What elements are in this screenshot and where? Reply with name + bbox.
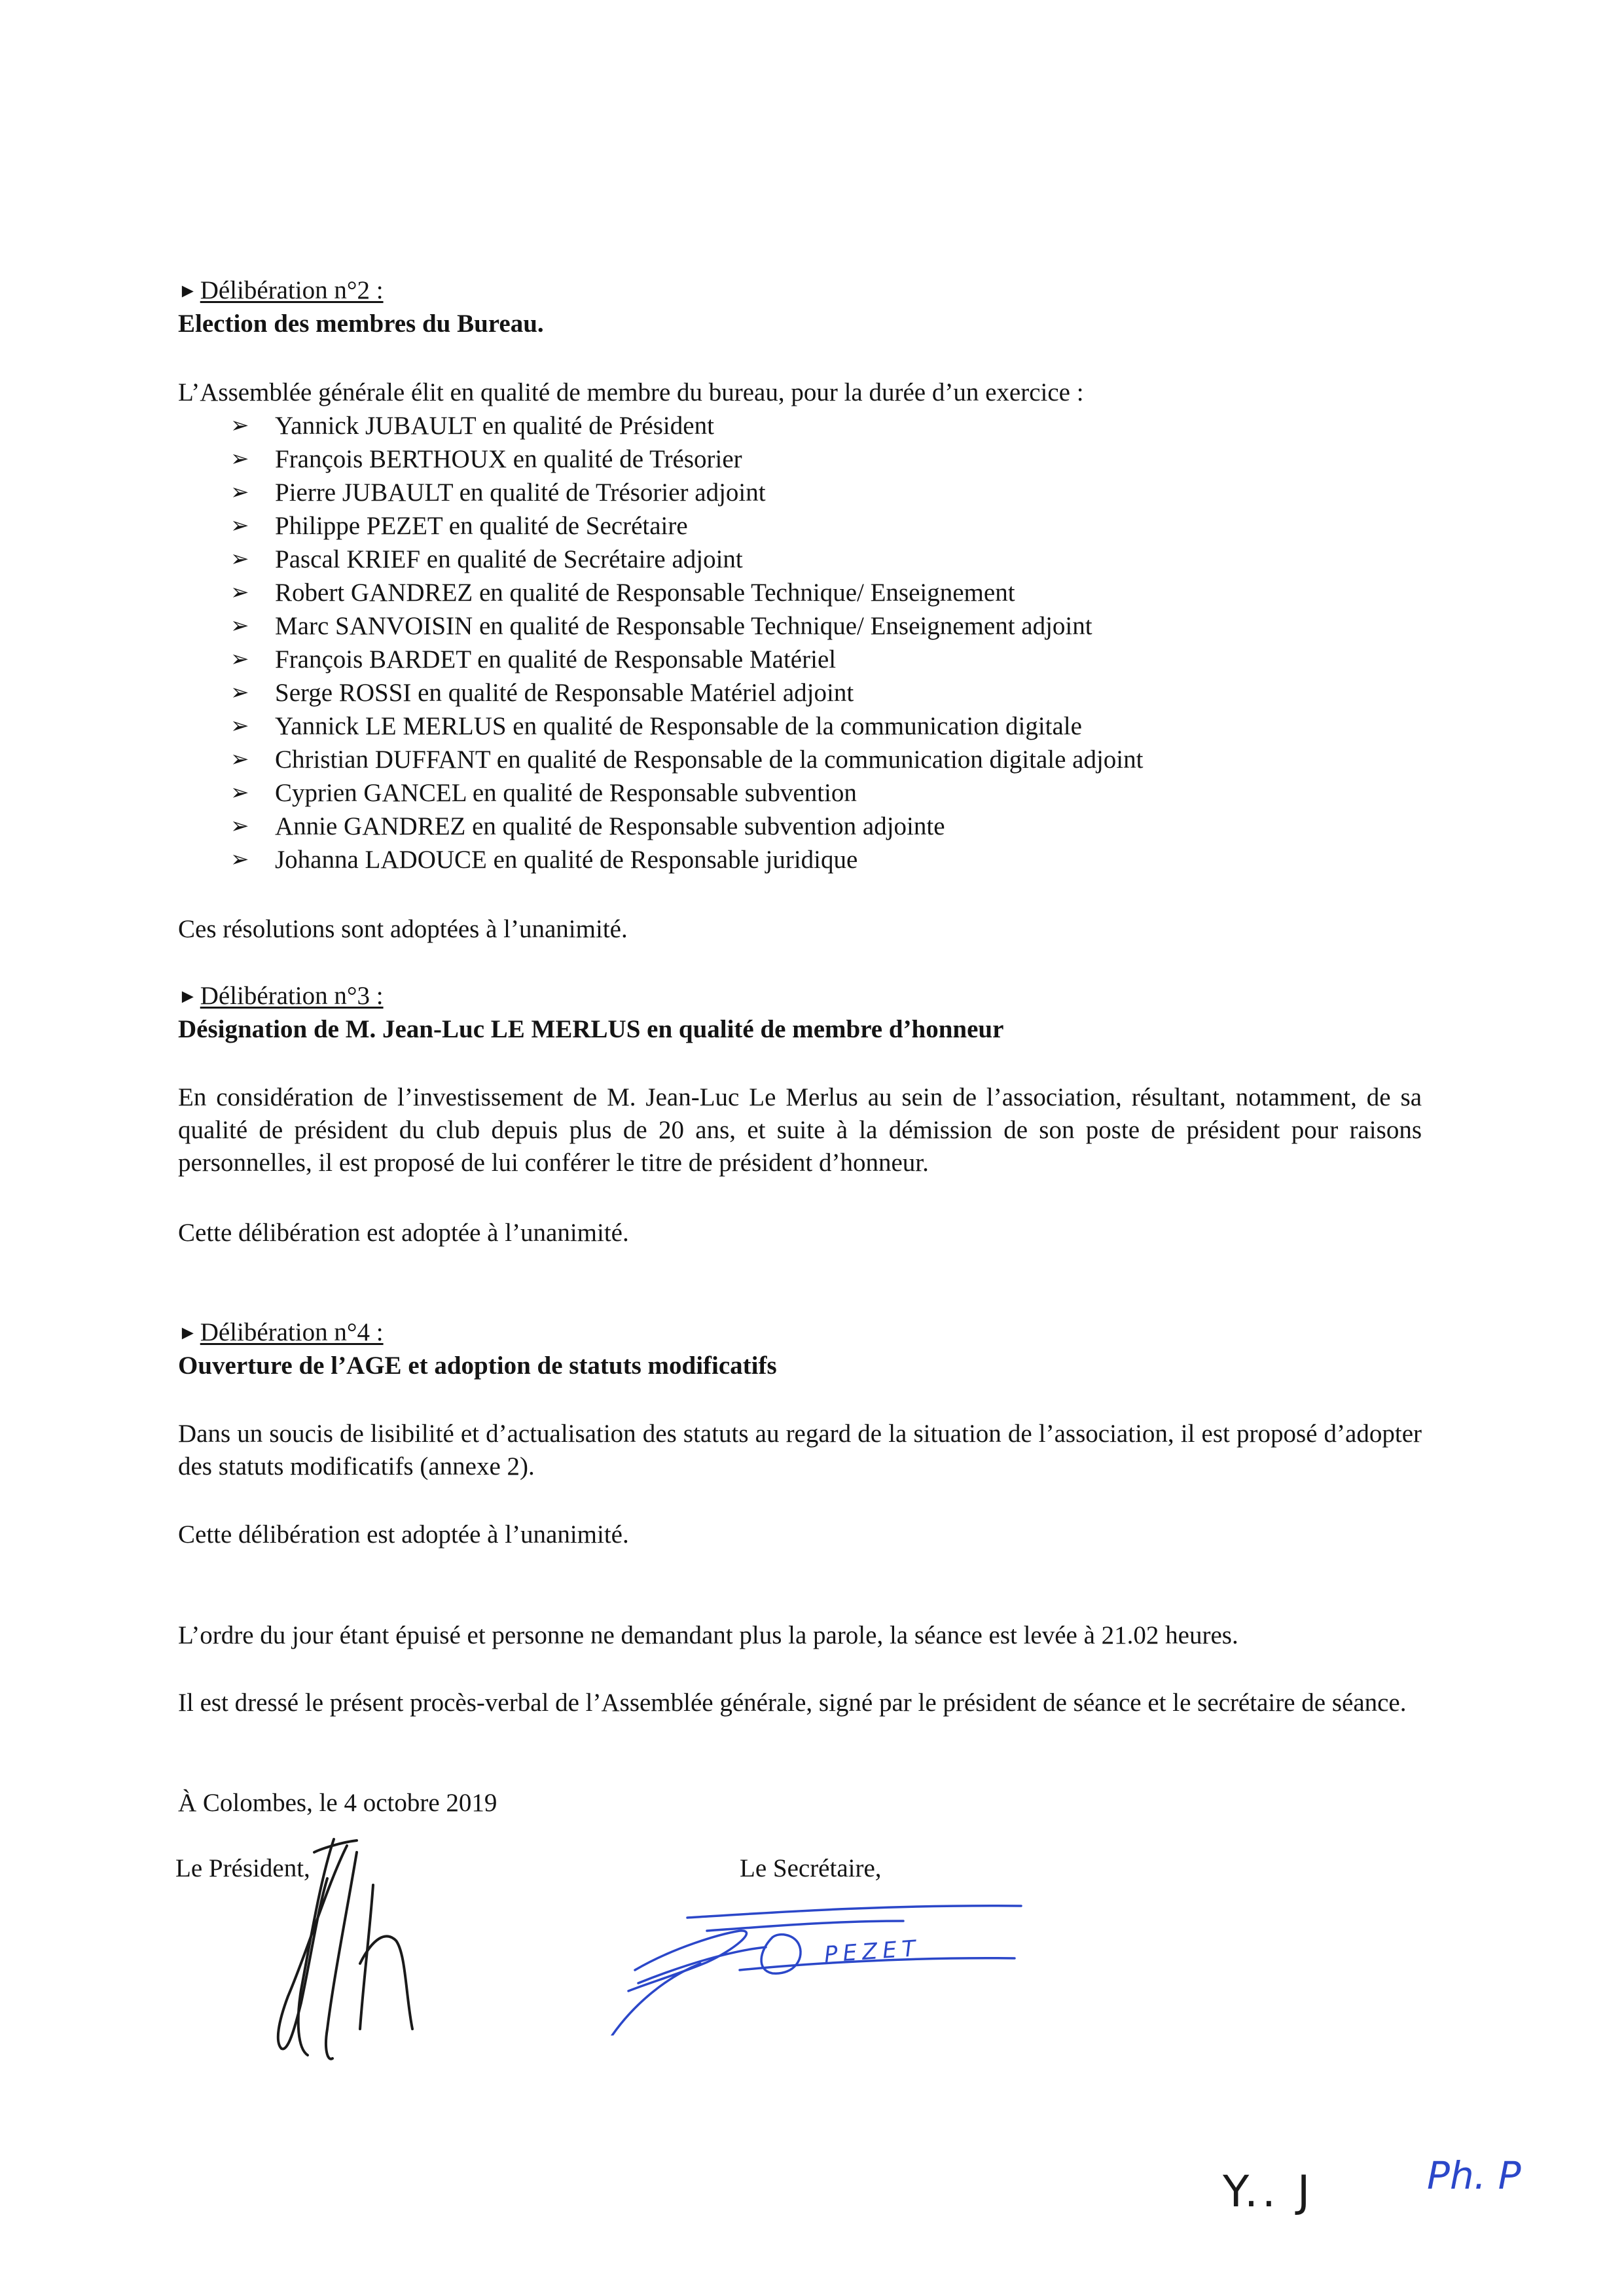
president-label: Le Président,	[175, 1854, 310, 1882]
bureau-member-text: François BERTHOUX en qualité de Trésorier	[275, 445, 742, 473]
deliberation-3-heading	[178, 980, 384, 1013]
deliberation-2-intro: L’Assemblée générale élit en qualité de membre du bureau, pour la durée d’un exercice :	[178, 378, 1084, 406]
arrow-bullet-icon: ➢	[230, 414, 249, 438]
initials-right: Ph. P	[1427, 2153, 1521, 2198]
bureau-member-text: Cyprien GANCEL en qualité de Responsable subvention	[275, 779, 857, 807]
arrow-bullet-icon: ➢	[230, 614, 249, 638]
arrow-bullet-icon: ➢	[230, 581, 249, 605]
arrow-bullet-icon: ➢	[230, 547, 249, 571]
deliberation-2-label: Délibération n°2 :	[200, 276, 384, 304]
bureau-member-text: Pierre JUBAULT en qualité de Trésorier adjoint	[275, 478, 766, 507]
bureau-member-text: François BARDET en qualité de Responsable Matériel	[275, 645, 837, 673]
bureau-member-text: Annie GANDREZ en qualité de Responsable subvention adjointe	[275, 812, 945, 840]
arrow-bullet-icon: ➢	[230, 781, 249, 805]
bureau-member-text: Serge ROSSI en qualité de Responsable Matériel adjoint	[275, 679, 854, 707]
bureau-member-text: Yannick JUBAULT en qualité de Président	[275, 412, 714, 440]
arrow-bullet-icon: ➢	[230, 514, 249, 538]
bureau-member-text: Yannick LE MERLUS en qualité de Responsable de la communication digitale	[275, 712, 1082, 740]
bureau-member-text: Christian DUFFANT en qualité de Responsable de la communication digitale adjoint	[275, 745, 1144, 774]
bureau-member-text: Johanna LADOUCE en qualité de Responsable juridique	[275, 846, 858, 874]
arrow-bullet-icon: ➢	[230, 747, 249, 772]
place-and-date: À Colombes, le 4 octobre 2019	[178, 1789, 497, 1817]
deliberation-4-heading	[178, 1316, 384, 1350]
deliberation-2-heading	[178, 274, 384, 308]
arrow-bullet-icon: ➢	[230, 848, 249, 872]
deliberation-3-result: Cette délibération est adoptée à l’unanimité.	[178, 1219, 629, 1247]
arrow-bullet-icon: ➢	[230, 681, 249, 705]
arrow-bullet-icon: ➢	[230, 480, 249, 505]
deliberation-4-result: Cette délibération est adoptée à l’unanimité.	[178, 1520, 629, 1549]
deliberation-2-title: Election des membres du Bureau.	[178, 310, 544, 338]
secretary-signature	[609, 1885, 1041, 2036]
deliberation-4-title: Ouverture de l’AGE et adoption de statuts modificatifs	[178, 1352, 777, 1380]
deliberation-3-label: Délibération n°3 :	[200, 982, 384, 1010]
bureau-member-text: Pascal KRIEF en qualité de Secrétaire adjoint	[275, 545, 743, 573]
president-signature	[249, 1833, 445, 2068]
triangle-marker-icon: ►	[178, 1322, 198, 1344]
initials-left: Y.. J	[1223, 2166, 1314, 2217]
deliberation-2-result: Ces résolutions sont adoptées à l’unanimité.	[178, 915, 628, 943]
deliberation-3-title: Désignation de M. Jean-Luc LE MERLUS en qualité de membre d’honneur	[178, 1015, 1004, 1043]
closing-statement: L’ordre du jour étant épuisé et personne ne demandant plus la parole, la séance est levée à 21.02 heures.	[178, 1621, 1238, 1649]
triangle-marker-icon: ►	[178, 280, 198, 302]
arrow-bullet-icon: ➢	[230, 647, 249, 672]
arrow-bullet-icon: ➢	[230, 447, 249, 471]
arrow-bullet-icon: ➢	[230, 714, 249, 738]
bureau-member-text: Marc SANVOISIN en qualité de Responsable Technique/ Enseignement adjoint	[275, 612, 1092, 640]
secretary-label: Le Secrétaire,	[740, 1854, 882, 1882]
bureau-member-text: Philippe PEZET en qualité de Secrétaire	[275, 512, 688, 540]
secretary-signature-text: PEZET	[823, 1935, 922, 1968]
triangle-marker-icon: ►	[178, 986, 198, 1007]
arrow-bullet-icon: ➢	[230, 814, 249, 838]
deliberation-4-body: Dans un soucis de lisibilité et d’actualisation des statuts au regard de la situation de l’association, il est proposé d’adopter des statuts modificatifs (annexe 2).	[178, 1420, 1422, 1480]
minutes-statement: Il est dressé le présent procès-verbal de l’Assemblée générale, signé par le président de séance et le secrétaire de séance.	[178, 1689, 1407, 1717]
bureau-member-text: Robert GANDREZ en qualité de Responsable Technique/ Enseignement	[275, 579, 1015, 607]
deliberation-3-body: En considération de l’investissement de M. Jean-Luc Le Merlus au sein de l’association, résultant, notamment, de sa qualité de président du club depuis plus de 20 ans, et suite à la démission de son poste de président pour raisons personnelles, il est proposé de lui conférer le titre de président d’honneur.	[178, 1083, 1422, 1177]
deliberation-4-label: Délibération n°4 :	[200, 1318, 384, 1346]
